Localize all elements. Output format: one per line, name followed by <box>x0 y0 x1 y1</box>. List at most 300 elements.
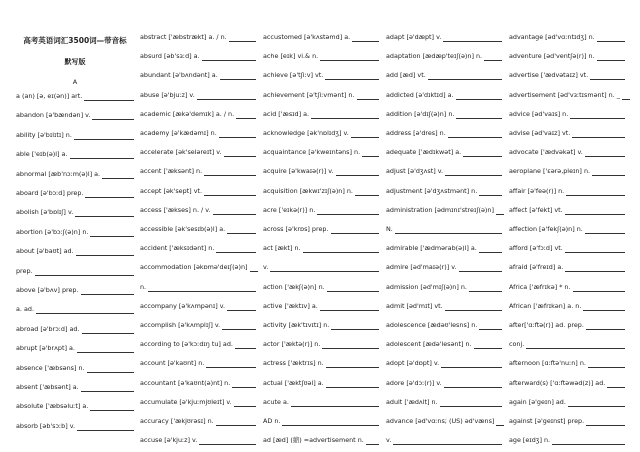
vocab-entry <box>140 321 256 330</box>
answer-blank[interactable] <box>303 246 379 253</box>
vocab-entry <box>263 91 379 100</box>
answer-blank[interactable] <box>199 438 256 445</box>
answer-blank[interactable] <box>317 208 379 215</box>
answer-blank[interactable] <box>322 342 379 349</box>
answer-blank[interactable] <box>70 152 135 159</box>
answer-blank[interactable] <box>459 265 502 272</box>
page-subtitle: 默写版 <box>64 58 86 66</box>
answer-blank[interactable] <box>232 381 256 388</box>
answer-blank[interactable] <box>448 131 502 138</box>
answer-blank[interactable] <box>585 227 625 234</box>
vocab-entry <box>140 33 256 42</box>
vocab-entry-text: abroad [ə'brɔːd] ad. <box>16 324 80 333</box>
answer-blank[interactable] <box>597 35 625 42</box>
vocab-entry <box>386 263 502 272</box>
vocab-entry-text: admirable ['ædmərab(ə)l] a. <box>386 244 477 253</box>
answer-blank[interactable] <box>586 419 625 426</box>
answer-blank[interactable] <box>443 35 502 42</box>
vocab-entry-text: conj. <box>509 340 525 349</box>
answer-blank[interactable] <box>526 342 625 349</box>
answer-blank[interactable] <box>484 54 502 61</box>
vocab-entry <box>263 225 379 234</box>
vocab-entry <box>509 225 625 234</box>
vocab-entry-text: according to [ə'kɔːdɪŋ tu] ad. <box>140 340 233 349</box>
answer-blank[interactable] <box>583 304 625 311</box>
vocab-entry <box>263 359 379 368</box>
answer-blank[interactable] <box>227 227 256 234</box>
vocab-entry <box>140 340 256 349</box>
vocab-entry <box>263 340 379 349</box>
vocab-entry-text: again [ə'geɪn] ad. <box>509 397 566 406</box>
answer-blank[interactable] <box>565 208 625 215</box>
answer-blank[interactable] <box>496 208 504 215</box>
answer-blank[interactable] <box>84 94 134 101</box>
vocab-entry-text: able ['eɪb(ə)l] a. <box>16 150 68 159</box>
answer-blank[interactable] <box>75 210 134 217</box>
vocab-entry <box>16 422 134 431</box>
vocab-entry-text: absent ['æbsənt] a. <box>16 383 79 391</box>
answer-blank[interactable] <box>469 285 502 292</box>
vocab-entry-text: v. <box>263 263 269 272</box>
answer-blank[interactable] <box>236 112 256 119</box>
section-letter: A <box>72 78 78 86</box>
answer-blank[interactable] <box>81 288 134 295</box>
vocab-entry-text: abolish [ə'bɒlɪʃ] v. <box>16 208 74 217</box>
vocab-entry-text: accountant [ə'kaʊnt(ə)nt] n. <box>140 378 231 387</box>
vocab-entry <box>386 33 502 42</box>
answer-blank[interactable] <box>331 323 379 330</box>
vocab-entry-text: aboard [ə'bɔːd] prep. <box>16 189 84 197</box>
answer-blank[interactable] <box>90 230 134 237</box>
vocab-entry-text: adapt [ə'dæpt] v. <box>386 33 442 41</box>
answer-blank[interactable] <box>227 304 256 311</box>
answer-blank[interactable] <box>204 169 256 176</box>
answer-blank[interactable] <box>87 366 134 373</box>
vocab-entry <box>140 110 256 119</box>
vocab-entry-text: advance [əd'vɑːns; (US) əd'væns] <box>386 417 495 425</box>
vocab-entry-text: accident ['æksɪdənt] n. <box>140 244 215 253</box>
answer-blank[interactable] <box>585 150 625 157</box>
answer-blank[interactable] <box>570 112 625 119</box>
vocab-entry-text: acid ['æsɪd] a. <box>263 109 310 118</box>
vocab-entry-text: adequate ['ædɪkwət] a. <box>386 148 462 157</box>
vocab-entry <box>16 92 134 101</box>
vocab-entry-text: acquire [ə'kwaɪə(r)] v. <box>263 167 334 176</box>
vocab-entry-text: advocate ['ædvəkət] v. <box>509 148 583 157</box>
vocab-entry <box>386 187 502 196</box>
vocab-entry-text: about [ə'baʊt] ad. <box>16 247 74 256</box>
vocab-entry-text: Africa ['æfrɪkə] * n. <box>509 282 571 291</box>
vocab-entry-text: accommodation [əkɒmə'deɪʃ(ə)n] <box>140 263 248 272</box>
answer-blank[interactable] <box>325 73 379 80</box>
answer-blank[interactable] <box>90 404 134 411</box>
answer-blank[interactable] <box>206 361 256 368</box>
vocab-entry <box>140 52 256 61</box>
vocab-entry-text: acquaintance [ə'kweɪntəns] n. <box>263 148 361 157</box>
answer-blank[interactable] <box>224 150 256 157</box>
answer-blank[interactable] <box>479 189 502 196</box>
vocab-entry-text: addition [ə'dɪʃ(ə)n] n. <box>386 109 455 118</box>
vocab-entry-text: academic [ækə'demɪk] a. / n. <box>140 109 235 118</box>
vocab-entry-text: AD n. <box>263 417 281 425</box>
vocab-entry-text: active ['æktɪv] a. <box>263 301 318 310</box>
vocab-entry-text: acre ['eɪkə(r)] n. <box>263 205 316 214</box>
vocab-entry <box>16 170 134 179</box>
vocab-entry-text: age [eɪdʒ] n. <box>509 436 551 445</box>
answer-blank[interactable] <box>496 419 504 426</box>
vocab-entry-text: ability [ə'bɪlɪtɪ] n. <box>16 130 72 139</box>
vocab-entry <box>263 379 379 388</box>
vocab-entry-text: acute a. <box>263 397 289 406</box>
answer-blank[interactable] <box>479 246 502 253</box>
vocab-entry-text: adolescent [ædə'lesənt] n. <box>386 340 472 349</box>
answer-blank[interactable] <box>216 419 256 426</box>
vocab-entry <box>509 263 625 272</box>
vocab-entry-text: prep. <box>16 266 33 275</box>
answer-blank[interactable] <box>102 172 134 179</box>
answer-blank[interactable] <box>35 269 134 276</box>
vocab-entry <box>140 225 256 234</box>
vocab-entry-text: advice [əd'vaɪs] n. <box>509 109 569 118</box>
vocab-entry <box>386 283 502 292</box>
vocab-entry-text: account [ə'kaʊnt] n. <box>140 359 205 368</box>
vocab-entry <box>509 359 625 368</box>
answer-blank[interactable] <box>352 35 379 42</box>
vocab-entry-text: abstract ['æbstrækt] a. / n. <box>140 33 227 41</box>
answer-blank[interactable] <box>326 381 379 388</box>
answer-blank[interactable] <box>235 342 256 349</box>
vocab-entry-text: advise [əd'vaɪz] vt. <box>509 129 571 137</box>
vocab-entry <box>16 344 134 353</box>
vocab-entry-text: absence ['æbsəns] n. <box>16 363 85 372</box>
vocab-entry-text: accomplish [ə'kʌmplɪʃ] v. <box>140 321 221 329</box>
answer-blank[interactable] <box>445 304 502 311</box>
vocab-entry <box>140 359 256 368</box>
vocab-entry <box>263 33 379 42</box>
vocab-entry-text: achievement [ə'tʃiːvmənt] n. <box>263 90 355 99</box>
answer-blank[interactable] <box>440 400 502 407</box>
vocab-entry-text: absurd [əb'sɜːd] a. <box>140 52 200 61</box>
answer-blank[interactable] <box>445 169 502 176</box>
vocab-entry <box>16 305 134 314</box>
vocab-entry <box>16 131 134 140</box>
vocab-entry-text: advantage [əd'vɑːntɪdʒ] n. <box>509 33 595 41</box>
vocab-entry <box>16 150 134 159</box>
vocab-entry-text: accompany [ə'kʌmpənɪ] v. <box>140 301 226 310</box>
vocab-entry <box>386 225 502 234</box>
answer-blank[interactable] <box>291 400 379 407</box>
answer-blank[interactable] <box>197 93 256 100</box>
vocab-entry-text: accent ['æksənt] n. <box>140 167 203 176</box>
vocab-entry-text: achieve [ə'tʃiːv] vt. <box>263 71 324 80</box>
vocab-entry <box>140 71 256 80</box>
vocab-entry-text: acquisition [ækwɪ'zɪʃ(ə)n] n. <box>263 186 353 195</box>
answer-blank[interactable] <box>474 342 502 349</box>
vocab-entry-text: African ['æfrɪkən] a. n. <box>509 301 582 310</box>
answer-blank[interactable] <box>552 438 625 445</box>
vocab-entry-text: across [ə'krɒs] prep. <box>263 225 329 233</box>
answer-blank[interactable] <box>250 265 258 272</box>
vocab-entry <box>386 244 502 253</box>
vocab-entry <box>386 379 502 388</box>
answer-blank[interactable] <box>590 73 625 80</box>
vocab-entry <box>263 110 379 119</box>
vocab-entry-text: absolute ['æbsəluːt] a. <box>16 402 89 411</box>
page-title: 高考英语词汇3500词—带音标 <box>23 36 127 45</box>
vocab-entry-text: accustomed [ə'kʌstəmd] a. <box>263 33 351 41</box>
vocab-entry <box>386 359 502 368</box>
answer-blank[interactable] <box>479 323 502 330</box>
vocab-entry-text: abrupt [ə'brʌpt] a. <box>16 344 75 353</box>
vocab-entry <box>263 398 379 407</box>
vocab-entry <box>509 33 625 42</box>
vocab-entry <box>16 364 134 373</box>
answer-blank[interactable] <box>234 400 256 407</box>
answer-blank[interactable] <box>74 133 134 140</box>
vocab-entry-text: after['ɑːftə(r)] ad. prep. <box>509 321 584 329</box>
answer-blank[interactable] <box>204 189 256 196</box>
vocab-entry <box>140 148 256 157</box>
vocab-entry-text: access ['ækses] n. / v. <box>140 205 211 214</box>
answer-blank[interactable] <box>565 246 625 253</box>
vocab-entry <box>263 244 379 253</box>
vocab-entry <box>140 129 256 138</box>
vocab-entry-text: absorb [əb'sɔːb] v. <box>16 421 76 430</box>
answer-blank[interactable] <box>282 419 379 426</box>
vocab-entry <box>386 52 502 61</box>
vocab-entry-text: acknowledge [ək'nɒlɪdʒ] v. <box>263 129 349 137</box>
vocab-entry <box>386 321 502 330</box>
answer-blank[interactable] <box>82 327 135 334</box>
vocab-entry <box>140 263 256 272</box>
vocab-entry <box>140 398 256 407</box>
vocab-entry <box>386 167 502 176</box>
answer-blank[interactable] <box>92 113 134 120</box>
vocab-entry-text: accessible [ək'sesɪb(ə)l] a. <box>140 225 226 233</box>
vocab-entry <box>140 417 256 426</box>
answer-blank[interactable] <box>320 54 379 61</box>
vocab-entry-text: a. ad. <box>16 305 34 314</box>
answer-blank[interactable] <box>148 285 256 292</box>
vocab-entry-text: adopt [ə'dɒpt] v. <box>386 359 440 368</box>
answer-blank[interactable] <box>270 265 379 272</box>
vocab-entry <box>263 436 379 445</box>
vocab-entry-text: act [ækt] n. <box>263 244 301 253</box>
vocab-entry <box>16 189 134 198</box>
answer-blank[interactable] <box>572 131 625 138</box>
vocab-entry-text: afternoon [ɑːftə'nuːn] n. <box>509 359 586 368</box>
vocab-entry-text: adventure [əd'ventʃə(r)] n. <box>509 52 595 61</box>
vocab-entry <box>386 91 502 100</box>
answer-blank[interactable] <box>355 189 379 196</box>
vocab-entry-text: administration [ədmɪnɪ'streɪʃ(ə)n] <box>386 205 494 214</box>
vocab-entry <box>386 71 502 80</box>
answer-blank[interactable] <box>362 150 379 157</box>
vocab-entry-text: accept [ək'sept] vt. <box>140 186 203 195</box>
vocab-entry-text: action ['ækʃ(ə)n] n. <box>263 282 325 291</box>
vocab-entry <box>263 321 379 330</box>
vocab-entry <box>16 286 134 295</box>
vocab-entry-text: accelerate [ək'seləreɪt] v. <box>140 148 222 157</box>
vocab-entry-text: advertise ['ædvətaɪz] vt. <box>509 71 589 80</box>
answer-blank[interactable] <box>327 285 379 292</box>
vocab-entry <box>509 187 625 196</box>
vocab-entry <box>140 302 256 311</box>
vocab-entry <box>509 71 625 80</box>
vocab-entry <box>140 187 256 196</box>
vocab-entry <box>140 167 256 176</box>
answer-blank[interactable] <box>77 424 134 431</box>
vocab-entry-text: v. <box>386 436 392 445</box>
answer-blank[interactable] <box>229 35 256 42</box>
vocab-entry <box>16 111 134 120</box>
vocab-entry <box>263 263 379 272</box>
vocab-entry-text: accumulate [ə'kjuːmjʊleɪt] v. <box>140 397 232 406</box>
vocab-entry-text: addicted [ə'dɪktɪd] a. <box>386 90 454 99</box>
answer-blank[interactable] <box>568 400 625 407</box>
vocab-entry-text: actor ['æktə(r)] n. <box>263 340 321 349</box>
vocab-entry <box>140 379 256 388</box>
vocab-entry-text: adult ['ædʌlt] n. <box>386 397 438 406</box>
vocab-entry <box>509 340 625 349</box>
vocab-entry <box>386 206 502 215</box>
vocab-entry <box>263 129 379 138</box>
answer-blank[interactable] <box>573 285 625 292</box>
vocab-entry <box>263 417 379 426</box>
answer-blank[interactable] <box>76 249 134 256</box>
answer-blank[interactable] <box>336 169 379 176</box>
vocab-entry <box>386 148 502 157</box>
answer-blank[interactable] <box>456 112 502 119</box>
vocab-entry <box>140 206 256 215</box>
vocab-entry <box>140 283 256 292</box>
answer-blank[interactable] <box>219 131 256 138</box>
vocab-entry-text: N. <box>386 225 393 233</box>
vocab-entry-text: ache [eɪk] vi.& n. <box>263 52 319 61</box>
vocab-entry-text: affect [ə'fekt] vt. <box>509 205 563 214</box>
answer-blank[interactable] <box>36 307 134 314</box>
vocab-entry-text: against [ə'geɪnst] prep. <box>509 417 585 425</box>
vocab-entry <box>509 148 625 157</box>
vocab-entry <box>509 379 625 388</box>
answer-blank[interactable] <box>81 385 134 392</box>
vocab-entry <box>140 436 256 445</box>
answer-blank[interactable] <box>202 54 256 61</box>
vocab-entry <box>263 71 379 80</box>
answer-blank[interactable] <box>357 93 379 100</box>
vocab-entry-text: abundant [ə'bʌndənt] a. <box>140 71 218 80</box>
answer-blank[interactable] <box>588 361 625 368</box>
vocab-entry-text: aeroplane ['ɛərə,pleɪn] n. <box>509 167 591 176</box>
vocab-entry <box>16 402 134 411</box>
vocab-entry <box>509 167 625 176</box>
vocab-entry-text: adaptation [ædæp'teɪʃ(ə)n] n. <box>386 52 483 61</box>
vocab-entry-text: admission [əd'mɪʃ(ə)n] n. <box>386 282 467 291</box>
vocab-entry-text: advertisement [əd'vɜːtɪsmənt] n. _ <box>509 90 620 99</box>
vocab-entry-text: adolescence [ædəʊ'lesns] n. <box>386 321 478 329</box>
answer-blank[interactable] <box>565 265 625 272</box>
vocab-entry-text: afterward(s) ['ɑːftəwəd(z)] ad. <box>509 378 606 387</box>
vocab-entry-text: adjust [ə'dʒʌst] v. <box>386 167 444 176</box>
vocab-entry-text: affair [ə'feə(r)] n. <box>509 186 565 195</box>
vocab-entry <box>386 129 502 138</box>
answer-blank[interactable] <box>444 381 502 388</box>
vocab-entry <box>263 206 379 215</box>
answer-blank[interactable] <box>622 93 630 100</box>
answer-blank[interactable] <box>441 361 502 368</box>
vocab-entry <box>509 110 625 119</box>
vocab-entry <box>509 244 625 253</box>
vocab-entry <box>140 244 256 253</box>
answer-blank[interactable] <box>222 323 256 330</box>
vocab-entry-text: accuse [ə'kjuːz] v. <box>140 436 198 445</box>
vocab-entry <box>509 283 625 292</box>
vocab-entry-text: n. <box>140 282 147 291</box>
vocab-entry <box>386 110 502 119</box>
vocab-entry <box>16 383 134 392</box>
answer-blank[interactable] <box>566 189 625 196</box>
answer-blank[interactable] <box>463 150 502 157</box>
answer-blank[interactable] <box>393 438 502 445</box>
vocab-entry <box>263 167 379 176</box>
vocab-entry <box>509 91 625 100</box>
answer-blank[interactable] <box>216 246 256 253</box>
answer-blank[interactable] <box>395 227 502 234</box>
answer-blank[interactable] <box>586 323 625 330</box>
vocab-entry-text: abnormal [æb'nɔːm(ə)l] a. <box>16 169 101 178</box>
answer-blank[interactable] <box>213 208 256 215</box>
answer-blank[interactable] <box>428 73 502 80</box>
vocab-entry <box>263 283 379 292</box>
vocab-entry <box>509 206 625 215</box>
vocab-entry-text: academy [ə'kædəmɪ] n. <box>140 129 217 137</box>
vocab-entry <box>509 302 625 311</box>
vocab-entry <box>16 267 134 276</box>
vocab-entry-text: admit [əd'mɪt] vt. <box>386 301 443 310</box>
answer-blank[interactable] <box>607 381 625 388</box>
vocab-entry-text: add [æd] vt. <box>386 71 426 80</box>
vocab-entry <box>509 398 625 407</box>
answer-blank[interactable] <box>597 54 625 61</box>
answer-blank[interactable] <box>331 227 379 234</box>
answer-blank[interactable] <box>326 361 379 368</box>
answer-blank[interactable] <box>77 346 134 353</box>
vocab-entry <box>509 52 625 61</box>
vocab-entry <box>140 91 256 100</box>
vocab-entry <box>509 417 625 426</box>
answer-blank[interactable] <box>456 93 502 100</box>
vocab-entry-text: afraid [ə'freɪd] a. <box>509 263 564 272</box>
answer-blank[interactable] <box>85 191 134 198</box>
answer-blank[interactable] <box>220 73 256 80</box>
vocab-entry-text: address [ə'dres] n. <box>386 129 446 137</box>
vocab-entry <box>16 247 134 256</box>
answer-blank[interactable] <box>592 169 625 176</box>
vocab-entry-text: abortion [ə'bɔːʃ(ə)n] n. <box>16 227 89 236</box>
answer-blank[interactable] <box>320 304 379 311</box>
vocab-entry <box>386 340 502 349</box>
vocab-entry <box>509 321 625 330</box>
answer-blank[interactable] <box>351 131 379 138</box>
vocab-entry-text: accuracy ['ækjʊrəsɪ] n. <box>140 417 214 425</box>
vocab-entry-text: adore [ə'dɔː(r)] v. <box>386 378 442 387</box>
vocab-entry <box>263 302 379 311</box>
answer-blank[interactable] <box>366 438 379 445</box>
vocab-entry-text: activity [æk'tɪvɪtɪ] n. <box>263 321 330 329</box>
vocab-entry-text: a (an) [ə, eɪ(ən)] art. <box>16 92 83 100</box>
vocab-entry <box>263 52 379 61</box>
answer-blank[interactable] <box>311 112 379 119</box>
